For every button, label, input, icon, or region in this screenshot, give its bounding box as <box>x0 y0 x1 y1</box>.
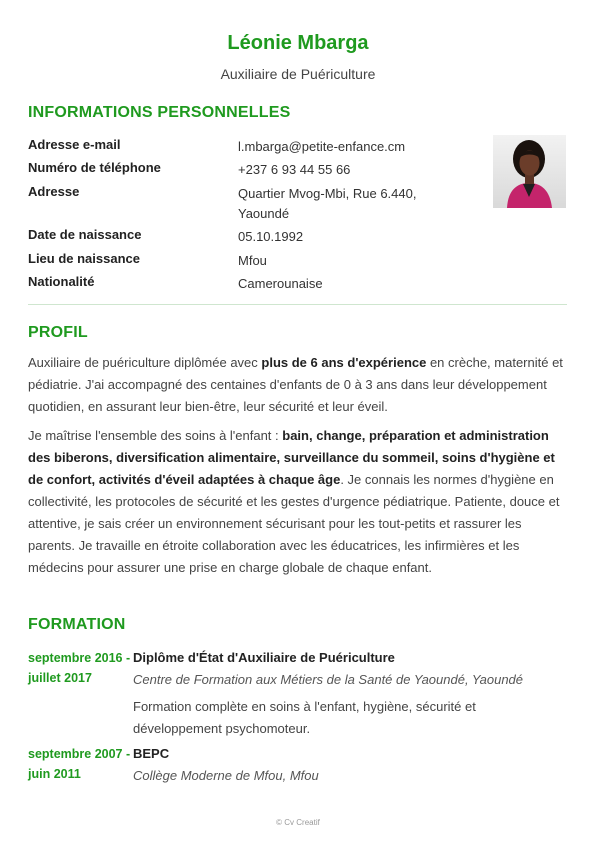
education-entry <box>133 744 553 786</box>
profile-heading: PROFIL <box>28 324 88 341</box>
profile-highlight: bain, change, préparation et administration des biberons, diversification alimentaire, surveillance du sommeil, soins d'hygiène et de confort, activités d'éveil adaptées à chaque âge <box>28 428 555 487</box>
section-divider <box>28 304 567 305</box>
profile-text: en crèche, maternité et pédiatrie. J'ai accompagné des centaines d'enfants de 0 à 3 ans dans leur développement quotidien, en assurant leur bien-être, leur sécurité et leur éveil. <box>28 355 563 414</box>
profile-paragraph-1 <box>28 352 564 418</box>
info-label: Adresse e-mail <box>28 137 121 152</box>
personal-info-heading: INFORMATIONS PERSONNELLES <box>28 104 291 121</box>
education-degree: Diplôme d'État d'Auxiliaire de Puériculture <box>133 650 395 665</box>
info-value: 05.10.1992 <box>238 229 304 244</box>
footer-credit: © Cv Creatif <box>276 818 320 827</box>
education-description: Formation complète en soins à l'enfant, hygiène, sécurité et développement psychomoteur. <box>133 699 476 736</box>
info-label: Adresse <box>28 184 80 199</box>
info-label: Numéro de téléphone <box>28 160 161 175</box>
education-entry <box>133 648 553 740</box>
profile-text: Auxiliaire de puériculture diplômée avec <box>28 355 262 370</box>
education-school: Centre de Formation aux Métiers de la Santé de Yaoundé, Yaoundé <box>133 672 524 687</box>
profile-text: . Je connais les normes d'hygiène en collectivité, les protocoles de sécurité et les gestes d'urgence pédiatrique. Patiente, douce et attentive, je sais créer un environnement sécurisant pour les tout-petits et rassurer les parents. Je travaille en étroite collaboration avec les éducatrices, les infirmières et les médecins pour assurer une prise en charge globale de chaque enfant. <box>28 472 560 575</box>
profile-photo <box>493 135 566 208</box>
info-value: Camerounaise <box>238 276 323 291</box>
info-label: Date de naissance <box>28 227 142 242</box>
profile-text: Je maîtrise l'ensemble des soins à l'enfant : <box>28 428 283 443</box>
education-date: septembre 2007 - juin 2011 <box>28 747 131 781</box>
info-label: Lieu de naissance <box>28 251 140 266</box>
info-value: +237 6 93 44 55 66 <box>238 162 351 177</box>
education-heading: FORMATION <box>28 616 126 633</box>
info-label: Nationalité <box>28 274 95 289</box>
education-degree: BEPC <box>133 746 170 761</box>
job-title: Auxiliaire de Puériculture <box>220 66 376 82</box>
info-value: l.mbarga@petite-enfance.cm <box>238 139 406 154</box>
info-value: Mfou <box>238 253 267 268</box>
education-school: Collège Moderne de Mfou, Mfou <box>133 768 319 783</box>
candidate-name: Léonie Mbarga <box>227 32 369 54</box>
info-value: Quartier Mvog-Mbi, Rue 6.440, Yaoundé <box>238 186 417 221</box>
education-date: septembre 2016 - juillet 2017 <box>28 651 131 685</box>
profile-highlight: plus de 6 ans d'expérience <box>261 355 427 370</box>
profile-paragraph-2 <box>28 425 564 579</box>
